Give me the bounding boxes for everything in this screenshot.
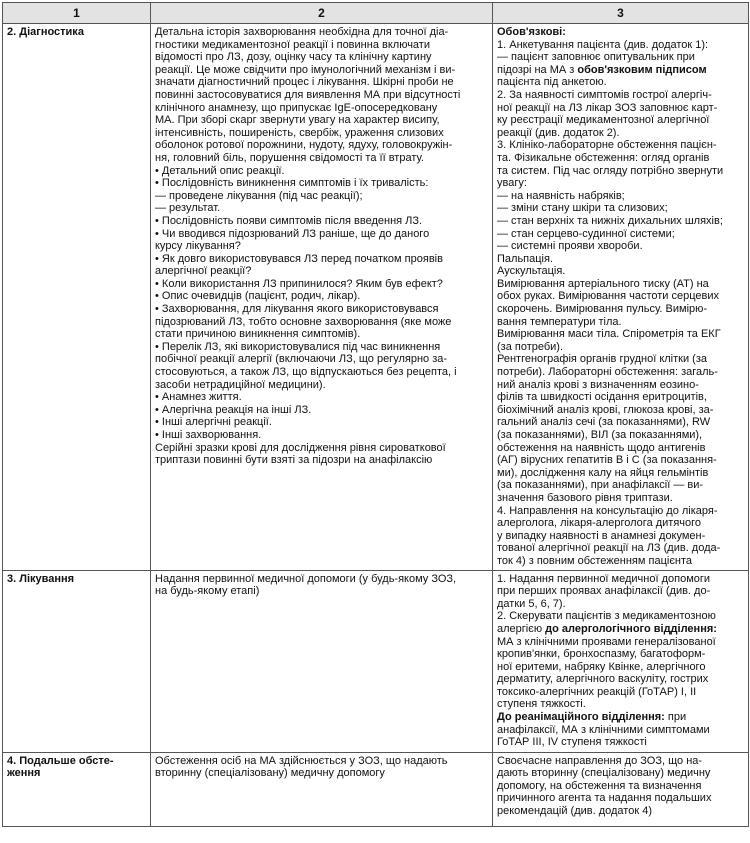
stage-label: ження (7, 767, 41, 780)
description-line: вторинну (спеціалізовану) медичну допомогу (155, 767, 385, 780)
actions-line: датки 5, 6, 7). (497, 597, 566, 610)
actions-line: ний аналіз крові з визначенням еозино- (497, 378, 699, 391)
actions-line: допомогу, на обстеження та визначення (497, 779, 702, 792)
actions-line: реакції (див. додаток 2). (497, 126, 620, 139)
actions-line: 2. За наявності симптомів гострої алергіч- (497, 88, 712, 101)
description-line: • Опис очевидців (пацієнт, родич, лікар). (155, 290, 361, 303)
actions-line: (АГ) вірусних гепатитів В і С (за показання- (497, 454, 717, 467)
actions-line: (за показаннями), при анафілаксії — ви- (497, 479, 704, 492)
actions-line: — зміни стану шкіри та слизових; (497, 202, 668, 215)
actions-line: До реанімаційного відділення: при (497, 711, 687, 724)
actions-line: (за потреби). (497, 340, 564, 353)
description-line: клінічного анамнезу, що припускає IgE-опосередковану (155, 101, 438, 114)
actions-line: Аускультація. (497, 265, 566, 278)
actions-line: Своєчасне направлення до ЗОЗ, що на- (497, 754, 703, 767)
description-line: реакції. Це може свідчити про імунологічний механізм і ви- (155, 63, 456, 76)
actions-line: — системні прояви хвороби. (497, 240, 643, 253)
actions-cell (493, 752, 749, 826)
description-cell (151, 24, 493, 571)
actions-line: дерматиту, алергічного васкуліту, гострих (497, 673, 709, 686)
header-col-2: 2 (151, 3, 493, 24)
description-line: — проведене лікування (під час реакції); (155, 189, 363, 202)
description-line: інтенсивність, поширеність, свербіж, ураження слизових (155, 126, 444, 139)
actions-line: 1. Анкетування пацієнта (див. додаток 1): (497, 38, 709, 51)
description-line: підозрюваний ЛЗ, тобто основне захворювання (яке може (155, 315, 452, 328)
actions-line: алерголога, лікаря-алерголога дитячого (497, 517, 702, 530)
description-line: • Перелік ЛЗ, які використовувалися під час виникнення (155, 340, 441, 353)
actions-line: вання температури тіла. (497, 315, 622, 328)
actions-line: гальний аналіз сечі (за показаннями), RW (497, 416, 711, 429)
actions-line: у випадку наявності в анамнезі докумен- (497, 529, 706, 542)
description-line: • Інші алергічні реакції. (155, 416, 272, 429)
stage-label: 2. Діагностика (7, 26, 84, 38)
actions-line: та систем. Під час огляду потрібно звернути (497, 164, 724, 177)
actions-line: обох руках. Вимірювання частоти серцевих (497, 290, 719, 303)
actions-line: Обов'язкові: (497, 26, 566, 38)
stage-cell (3, 24, 151, 571)
stage-cell (3, 570, 151, 752)
description-line: • Коли використання ЛЗ припинилося? Яким був ефект? (155, 277, 443, 290)
actions-line: 3. Клініко-лабораторне обстеження пацієн- (497, 139, 717, 152)
actions-line: ток 4) з повним обстеженням пацієнта (497, 554, 693, 567)
actions-line: підозрі на МА з обов'язковим підписом (497, 63, 707, 76)
description-line: оболонок ротової порожнини, нудоту, ядуху, головокружін- (155, 139, 453, 152)
table-row (3, 752, 749, 826)
actions-cell (493, 24, 749, 571)
actions-line: — на наявність набряків; (497, 189, 625, 202)
description-line: стосовуються, а також ЛЗ, що відпускаються без рецепта, і (155, 366, 457, 379)
description-line: алергічної реакції? (155, 265, 252, 278)
description-line: побічної реакції алергії (включаючи ЛЗ, що регулярно за- (155, 353, 448, 366)
description-line: • Послідовність виникнення симптомів і їх тривалість: (155, 177, 429, 190)
stage-label: 4. Подальше обсте- (7, 754, 114, 767)
header-row (3, 3, 749, 24)
description-line: Серійні зразки крові для дослідження рівня сироваткової (155, 441, 446, 454)
description-line: • Захворювання, для лікування якого використовувався (155, 303, 439, 316)
actions-line: анафілаксії, МА з клінічними симптомами (497, 723, 710, 736)
actions-line: ми), дослідження калу на яйця гельмінтів (497, 466, 709, 479)
description-line: гностики медикаментозної реакції і повинна включати (155, 38, 430, 51)
actions-line: ку реєстрації медикаментозної алергічної (497, 114, 710, 127)
actions-cell (493, 570, 749, 752)
description-line: — результат. (155, 202, 221, 215)
actions-line: ступеня тяжкості. (497, 698, 586, 711)
actions-line: — стан серцево-судинної системи; (497, 227, 675, 240)
description-cell (151, 752, 493, 826)
actions-line: скорочень. Вимірювання пульсу. Вимірю- (497, 303, 708, 316)
actions-line: — стан верхніх та нижніх дихальних шляхів; (497, 214, 723, 227)
description-line: Надання первинної медичної допомоги (у будь-якому ЗОЗ, (155, 572, 457, 585)
actions-line: ної реакції на ЛЗ лікар ЗОЗ заповнює карт- (497, 101, 718, 114)
actions-line: тованої алергічної реакції на ЛЗ (див. дода- (497, 542, 721, 555)
description-line: МА. При зборі скарг звернути увагу на характер висипу, (155, 114, 440, 127)
actions-line: — пацієнт заповнює опитувальник при (497, 51, 695, 64)
stage-label: 3. Лікування (7, 572, 75, 585)
description-line: засоби нетрадиційної медицини). (155, 378, 326, 391)
description-line: на будь-якому етапі) (155, 585, 260, 598)
actions-line: біохімічний аналіз крові, глюкоза крові, за- (497, 403, 714, 416)
header-col-3: 3 (493, 3, 749, 24)
actions-line: філів та швидкості осідання еритроцитів, (497, 391, 707, 404)
actions-line: обстеження на наявність щодо антигенів (497, 441, 706, 454)
actions-line: 1. Надання первинної медичної допомоги (497, 572, 711, 585)
actions-line: алергією до алергологічного відділення: (497, 622, 717, 635)
description-line: • Алергічна реакція на інші ЛЗ. (155, 403, 312, 416)
table-row (3, 570, 749, 752)
actions-line: при перших проявах анафілаксії (див. до- (497, 585, 711, 598)
description-line: ня, головний біль, порушення свідомості та її втрату. (155, 151, 424, 164)
description-line: стати причиною виникнення симптомів). (155, 328, 361, 341)
actions-line: ГоТАР ІІІ, IV ступеня тяжкості (497, 736, 647, 749)
actions-line: 2. Скерувати пацієнтів з медикаментозною (497, 610, 716, 623)
description-line: значати діагностичний процес і лікування. Шкірні проби не (155, 76, 454, 89)
description-line: курсу лікування? (155, 240, 241, 253)
actions-line: дають вторинну (спеціалізовану) медичну (497, 767, 711, 780)
table-row (3, 24, 749, 571)
description-line: • Детальний опис реакції. (155, 164, 285, 177)
actions-line: 4. Направлення на консультацію до лікаря- (497, 504, 718, 517)
actions-line: потреби). Лабораторні обстеження: загаль- (497, 366, 718, 379)
description-line: триптази повинні бути взяті за підозри на анафілаксію (155, 454, 433, 467)
actions-line: пацієнта під анкетою. (497, 76, 607, 89)
actions-line: кропив'янки, бронхоспазму, багатоформ- (497, 648, 706, 661)
header-col-1: 1 (3, 3, 151, 24)
actions-line: Пальпація. (497, 252, 554, 265)
description-line: Детальна історія захворювання необхідна для точної діа- (155, 26, 449, 38)
description-line: • Як довго використовувався ЛЗ перед початком проявів (155, 252, 443, 265)
protocol-table (2, 2, 749, 827)
description-line: повинні застосовуватися для виявлення МА при відсутності (155, 88, 461, 101)
actions-line: значення базового рівня триптази. (497, 491, 673, 504)
actions-line: ної еритеми, набряку Квінке, алергічного (497, 660, 706, 673)
actions-line: токсико-алергічних реакцій (ГоТАР) І, ІІ (497, 685, 697, 698)
actions-line: Вимірювання маси тіла. Спірометрія та ЕКГ (497, 328, 721, 341)
description-line: відомості про ЛЗ, дозу, оцінку часу та клінічну картину (155, 51, 432, 64)
actions-line: Рентгенографія органів грудної клітки (за (497, 353, 707, 366)
description-cell (151, 570, 493, 752)
actions-line: увагу: (497, 177, 527, 190)
actions-line: МА з клінічними проявами генералізованої (497, 635, 716, 648)
stage-cell (3, 752, 151, 826)
description-line: • Чи вводився підозрюваний ЛЗ раніше, ще до даного (155, 227, 430, 240)
description-line: • Послідовність появи симптомів після введення ЛЗ. (155, 214, 423, 227)
actions-line: Вимірювання артеріального тиску (АТ) на (497, 277, 709, 290)
actions-line: та. Фізикальне обстеження: огляд органів (497, 151, 710, 164)
description-line: • Інші захворювання. (155, 429, 262, 441)
actions-line: (за показаннями), ВІЛ (за показаннями), (497, 429, 703, 441)
actions-line: рекомендацій (див. додаток 4) (497, 804, 652, 817)
description-line: Обстеження осіб на МА здійснюється у ЗОЗ, що надають (155, 754, 448, 767)
actions-line: причинного агента та надання подальших (497, 792, 712, 805)
description-line: • Анамнез життя. (155, 391, 242, 404)
